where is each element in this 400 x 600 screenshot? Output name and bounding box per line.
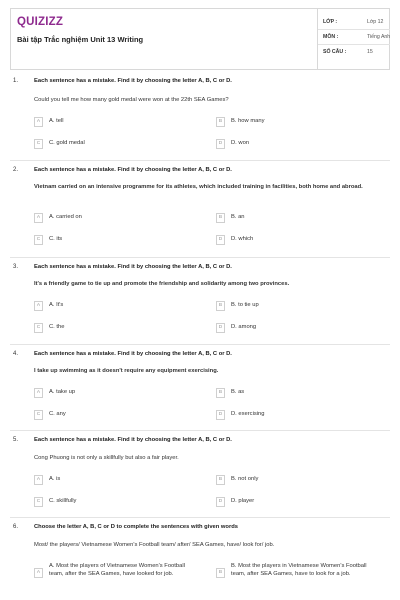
question-divider (10, 160, 390, 161)
option-text: A. It's (49, 302, 64, 308)
option-letter-box[interactable]: A (34, 568, 43, 578)
option-text: D. among (231, 324, 257, 330)
option-letter-box[interactable]: A (34, 117, 43, 127)
question-instruction: Each sentence has a mistake. Find it by choosing the letter A, B, C or D. (34, 437, 232, 443)
meta-divider (318, 29, 390, 30)
option-letter-box[interactable]: B (216, 213, 225, 223)
option-text: C. skillfully (49, 498, 77, 504)
option-text: C. its (49, 236, 63, 242)
option-letter-box[interactable]: A (34, 213, 43, 223)
meta-divider (318, 44, 390, 45)
option-text: B. to tie up (231, 302, 259, 308)
question-number: 2. (13, 167, 19, 173)
option-letter-box[interactable]: C (34, 323, 43, 333)
option-letter-box[interactable]: C (34, 139, 43, 149)
meta-subject-label: MÔN : (323, 34, 339, 40)
option-letter-box[interactable]: B (216, 117, 225, 127)
option-letter-box[interactable]: A (34, 301, 43, 311)
question-instruction: Each sentence has a mistake. Find it by choosing the letter A, B, C or D. (34, 78, 232, 84)
option-text: C. gold medal (49, 140, 85, 146)
question-divider (10, 430, 390, 431)
option-letter-box[interactable]: D (216, 235, 225, 245)
option-text: D. exercising (231, 411, 265, 417)
question-instruction: Choose the letter A, B, C or D to complete the sentences with given words (34, 524, 238, 530)
option-letter-box[interactable]: B (216, 301, 225, 311)
option-text: C. the (49, 324, 65, 330)
option-text: A. carried on (49, 214, 82, 220)
question-instruction: Each sentence has a mistake. Find it by choosing the letter A, B, C or D. (34, 167, 232, 173)
option-text: A. tell (49, 118, 64, 124)
meta-grade-label: LỚP : (323, 19, 338, 25)
question-number: 5. (13, 437, 19, 443)
option-letter-box[interactable]: B (216, 388, 225, 398)
question-number: 1. (13, 78, 19, 84)
question-divider (10, 257, 390, 258)
meta-count-label: SỐ CÂU : (323, 49, 347, 55)
option-letter-box[interactable]: B (216, 568, 225, 578)
option-text: B. an (231, 214, 245, 220)
question-divider (10, 344, 390, 345)
option-letter-box[interactable]: C (34, 497, 43, 507)
question-sentence: I take up swimming as it doesn't require any equipment exercising. (34, 368, 219, 374)
question-sentence: It's a friendly game to tie up and promote the friendship and solidarity among two provinces. (34, 281, 290, 287)
option-letter-box[interactable]: A (34, 388, 43, 398)
question-sentence: Could you tell me how many gold medal were won at the 22th SEA Games? (34, 97, 229, 103)
question-number: 4. (13, 351, 19, 357)
question-number: 3. (13, 264, 19, 270)
option-text: A. is (49, 476, 61, 482)
question-sentence: Vietnam carried on an intensive programme for its athletes, which included training in facilities, both home and abroad. (34, 184, 363, 190)
option-text: D. player (231, 498, 255, 504)
header-divider (317, 9, 318, 70)
question-divider (10, 517, 390, 518)
option-text: B. how many (231, 118, 265, 124)
option-letter-box[interactable]: C (34, 410, 43, 420)
option-text: D. won (231, 140, 250, 146)
option-letter-box[interactable]: D (216, 497, 225, 507)
meta-count-value: 15 (367, 49, 373, 55)
option-letter-box[interactable]: D (216, 139, 225, 149)
question-instruction: Each sentence has a mistake. Find it by choosing the letter A, B, C or D. (34, 351, 232, 357)
option-text: A. take up (49, 389, 76, 395)
question-instruction: Each sentence has a mistake. Find it by choosing the letter A, B, C or D. (34, 264, 232, 270)
option-text: D. which (231, 236, 254, 242)
option-letter-box[interactable]: A (34, 475, 43, 485)
option-letter-box[interactable]: B (216, 475, 225, 485)
option-text: C. any (49, 411, 66, 417)
quizizz-logo[interactable]: QUIZIZZ (17, 16, 64, 28)
option-text: A. Most the players of Vietnamese Women's Football team, after the SEA Games, have looked for job. (49, 563, 185, 577)
worksheet-title: Bài tập Trắc nghiệm Unit 13 Writing (17, 35, 144, 44)
question-number: 6. (13, 524, 19, 530)
option-letter-box[interactable]: C (34, 235, 43, 245)
option-letter-box[interactable]: D (216, 410, 225, 420)
meta-grade-value: Lớp 12 (367, 19, 384, 25)
question-sentence: Cong Phuong is not only a skillfully but also a fair player. (34, 455, 179, 461)
option-letter-box[interactable]: D (216, 323, 225, 333)
worksheet-header (10, 8, 390, 70)
question-sentence: Most/ the players/ Vietnamese Women's Football team/ after/ SEA Games, have/ look for/ job. (34, 542, 275, 548)
option-text: B. not only (231, 476, 259, 482)
option-text: B. as (231, 389, 245, 395)
option-text: B. Most the players in Vietnamese Women's Football team, after SEA Games, have to look for a job. (231, 563, 367, 577)
meta-subject-value: Tiếng Anh (367, 34, 391, 40)
